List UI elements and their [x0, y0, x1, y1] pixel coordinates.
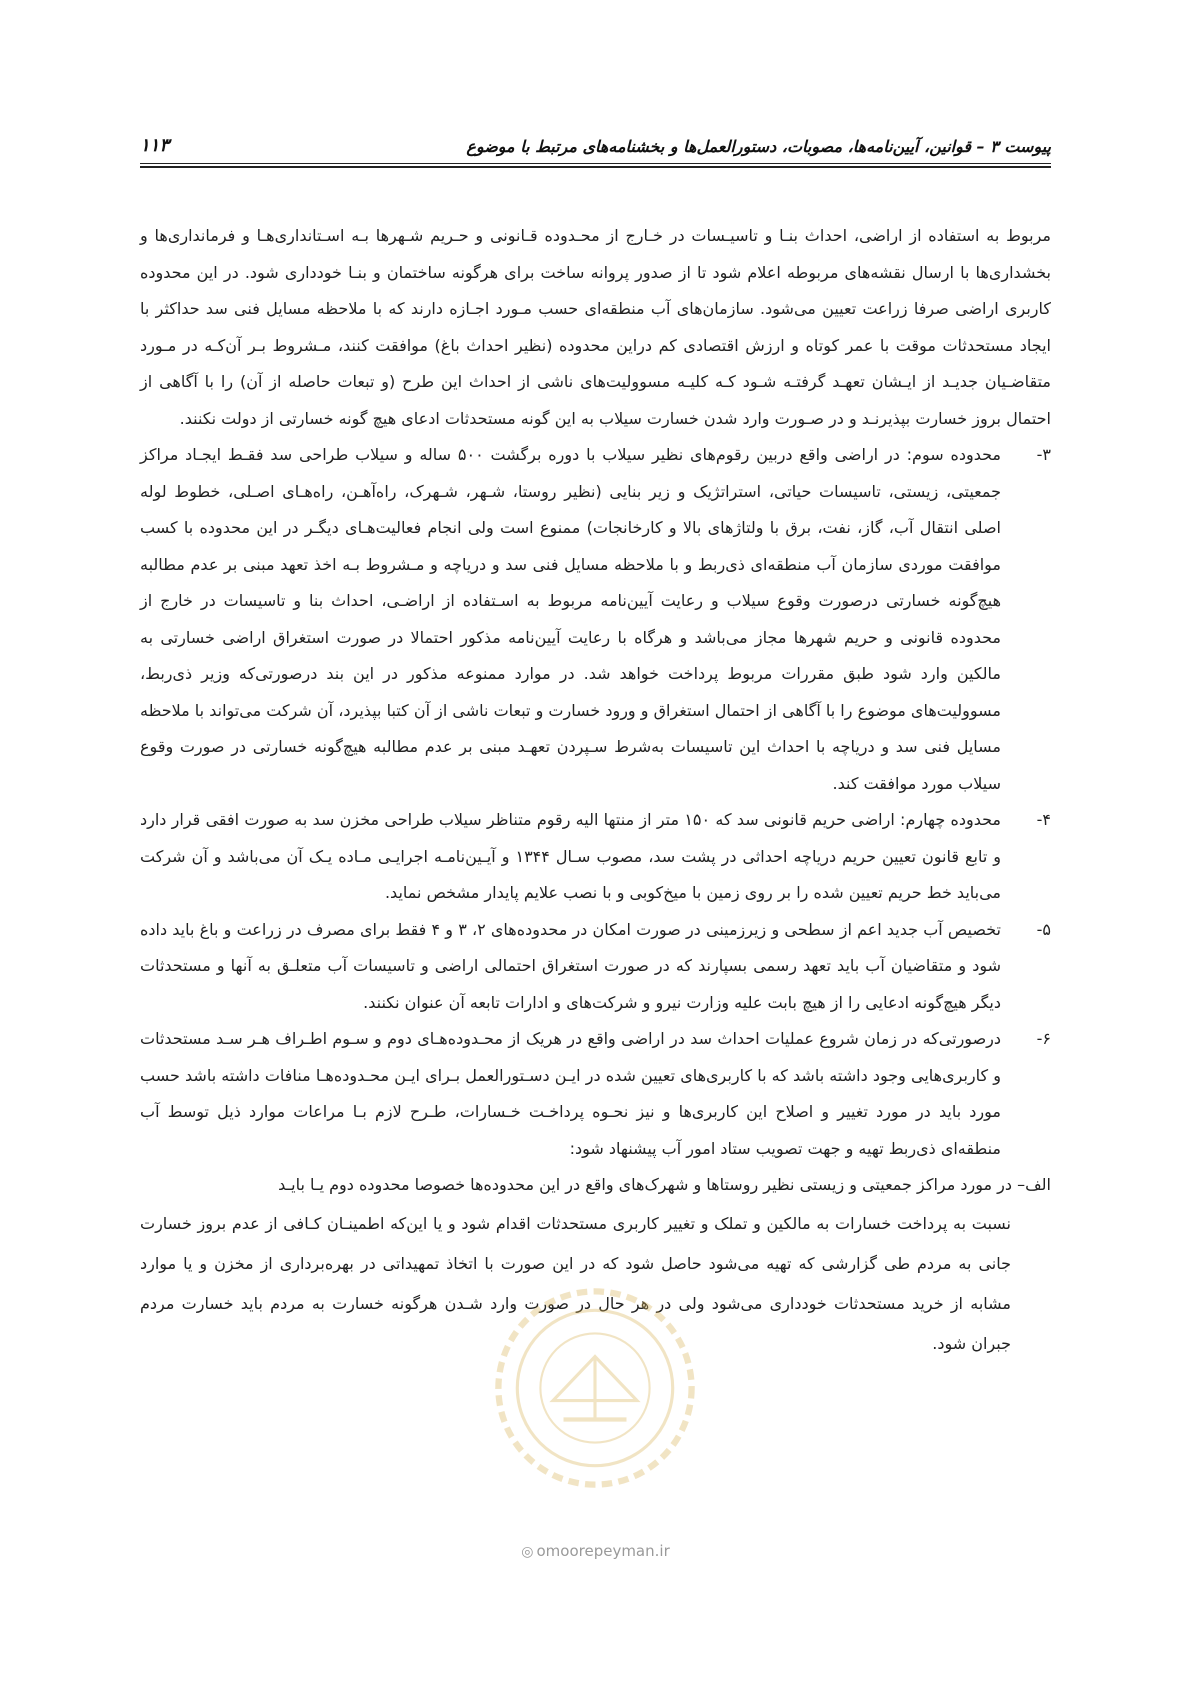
sub-item-body: نسبت به پرداخت خسارات به مالکین و تملک و تغییر کاربری مستحدثات اقدام شود و یا این‌که اطمینـان کـافی از عدم بروز خسارت جانی به مردم طی گزارشی که تهیه می‌شود حاصل شود که در این صورت با اتخاذ تمهیداتی در بهره‌برداری از مخزن و یا موارد مشابه از خرید مستحدثات خودداری می‌شود ولی در هر حال در صورت وارد شـدن هرگونه خسارت به مردم باید خسارت مردم جبران شود. [140, 1213, 1011, 1353]
footer-url [0, 1542, 1191, 1560]
page-header [140, 126, 1051, 156]
item-text: درصورتی‌که در زمان شروع عملیات احداث سد در اراضی واقع در هریک از محـدوده‌هـای دوم و سـوم اطـراف هـر سـد مستحدثات و کاربری‌هایی وجود داشته باشد که با کاربری‌های تعیین شده در ایـن دسـتورالعمل بـرای ایـن محـدوده‌هـا منافات داشته باشد حسب مورد باید در مورد تغییر و اصلاح این کاربری‌ها و نیز نحـوه پرداخـت خـسارات، طـرح لازم بـا مراعات موارد ذیل توسط آب منطقه‌ای ذی‌ربط تهیه و جهت تصویب ستاد امور آب پیشنهاد شود: [140, 1029, 1001, 1158]
list-item [140, 1021, 1051, 1167]
item-number: ۳- [1036, 445, 1051, 464]
item-number: ۶- [1036, 1029, 1051, 1048]
header-rule [140, 163, 1051, 168]
list-item [140, 912, 1051, 1022]
list-item [140, 437, 1051, 802]
footer-url-text: omoorepeyman.ir [536, 1542, 670, 1560]
instagram-icon: ◎ [521, 1544, 534, 1560]
item-number: ۵- [1036, 919, 1051, 939]
intro-paragraph: مربوط به استفاده از اراضی، احداث بنـا و تاسیـسات در خـارج از محـدوده قـانونی و حـریم شـهرها بـه اسـتانداری‌هـا و فرمانداری‌ها و بخشداری‌ها با ارسال نقشه‌های مربوطه اعلام شود تا از صدور پروانه ساخت برای هرگونه ساختمان و بنـا خودداری شود. در این محدوده کاربری اراضی صرفا زراعت تعیین می‌شود. سازمان‌های آب منطقه‌ای حسب مـورد اجـازه دارند که با ملاحظه مسایل فنی سد حداکثر با ایجاد مستحدثات موقت با عمر کوتاه و ارزش اقتصادی کم دراین محدوده (نظیر احداث باغ) موافقت کنند، مـشروط بـر آن‌کـه در مـورد متقاضـیان جدیـد از ایـشان تعهـد گرفتـه شـود کـه کلیـه مسوولیت‌های ناشی از احداث این طرح (و تبعات حاصله از آن) را با آگاهی از احتمال بروز خسارت بپذیرنـد و در صـورت وارد شدن خسارت سیلاب به این گونه مستحدثات ادعای هیچ گونه خسارتی از دولت نکنند. [140, 226, 1051, 428]
item-text: تخصیص آب جدید اعم از سطحی و زیرزمینی در صورت امکان در محدوده‌های ۲، ۳ و ۴ فقط برای مصرف در زراعت و باغ باید داده شود و متقاضیان آب باید تعهد رسمی بسپارند که در صورت استغراق احتمالی اراضی و تاسیسات آب متعلـق به آنها و مستحدثات دیگر هیچ‌گونه ادعایی را از هیچ بابت علیه وزارت نیرو و شرکت‌های و ادارات تابعه آن عنوان نکنند. [140, 919, 1001, 1012]
header-title: پیوست ۳ – قوانین، آیین‌نامه‌ها، مصوبات، دستورالعمل‌ها و بخشنامه‌های مرتبط با موضوع [466, 137, 1051, 156]
seal-logo-icon [490, 1283, 700, 1493]
page-number: ۱۱۳ [140, 135, 170, 156]
sub-item-first-line: الف– در مورد مراکز جمعیتی و زیستی نظیر روستاها و شهرک‌های واقع در این محدوده‌ها خصوصا محدوده دوم یـا بایـد [278, 1175, 1051, 1194]
item-number: ۴- [1036, 810, 1051, 829]
item-text: محدوده چهارم: اراضی حریم قانونی سد که ۱۵۰ متر از منتها الیه رقوم متناظر سیلاب طراحی مخزن سد به صورت افقی قرار دارد و تابع قانون تعیین حریم دریاچه احداثی در پشت سد، مصوب سـال ۱۳۴۴ و آیـین‌نامـه اجرایـی مـاده یـک آن می‌باشد و آن شرکت می‌باید خط حریم تعیین شده را بر روی زمین با میخ‌کوبی و با نصب علایم پایدار مشخص نماید. [140, 810, 1002, 902]
list-item [140, 802, 1051, 912]
item-text: محدوده سوم: در اراضی واقع دربین رقوم‌های نظیر سیلاب با دوره برگشت ۵۰۰ ساله و سیلاب طراحی سد فقـط ایجـاد مراکز جمعیتی، زیستی، تاسیسات حیاتی، استراتژیک و زیر بنایی (نظیر روستا، شـهر، شـهرک، راه‌آهـن، راه‌هـای اصـلی، خطوط لوله اصلی انتقال آب، گاز، نفت، برق با ولتاژهای بالا و کارخانجات) ممنوع است ولی انجام فعالیت‌هـای دیگـر در این محدوده با کسب موافقت موردی سازمان آب منطقه‌ای ذی‌ربط و با ملاحظه مسایل فنی سد و دریاچه و مـشروط بـه اخذ تعهد مبنی بر عدم مطالبه هیچ‌گونه خسارتی درصورت وقوع سیلاب و رعایت آیین‌نامه مربوط به اسـتفاده از اراضـی، احداث بنا و تاسیسات در خارج از محدوده قانونی و حریم شهرها مجاز می‌باشد و هرگاه با رعایت آیین‌نامه مذکور احتمالا در صورت استغراق اراضی خسارتی به مالکین وارد شود طبق مقررات مربوط پرداخت خواهد شد. در موارد ممنوعه مذکور در این بند درصورتی‌که وزیر ذی‌ربط، مسوولیت‌های موضوع را با آگاهی از احتمال استغراق و ورود خسارت و تبعات ناشی از آن کتبا بپذیرد، آن شرکت می‌تواند با ملاحظه مسایل فنی سد و دریاچه با احداث این تاسیسات به‌شرط سـپردن تعهـد مبنی بر عدم مطالبه هیچ‌گونه خسارتی در صورت وقوع سیلاب مورد موافقت کند. [140, 445, 1001, 793]
document-body [140, 218, 1051, 1364]
